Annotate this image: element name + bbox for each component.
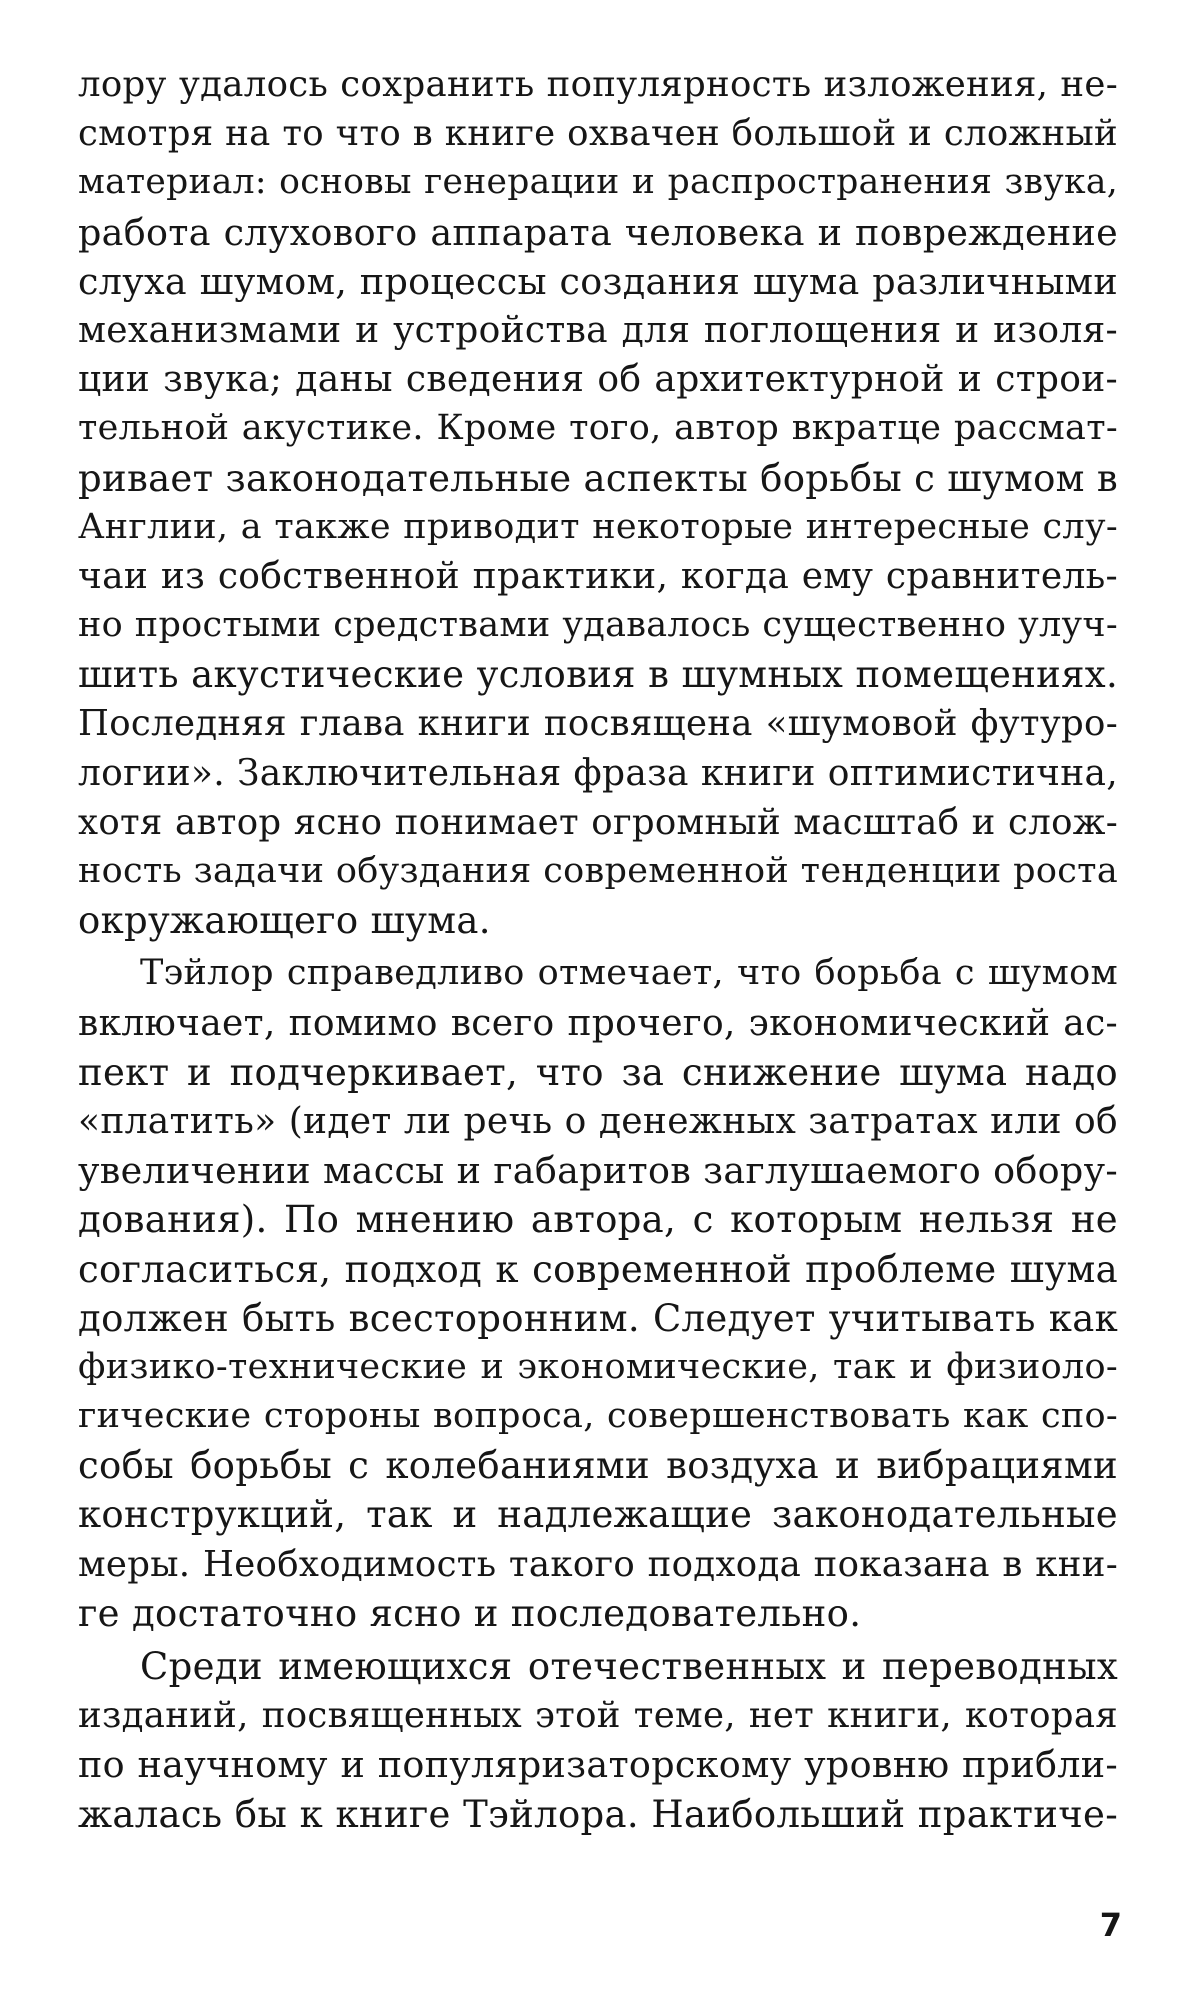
page-number: 7: [1099, 1906, 1122, 1944]
text-line: увеличении массы и габаритов заглушаемого обору-: [78, 1149, 1118, 1193]
text-line: слуха шумом, процессы создания шума различными: [78, 259, 1118, 303]
text-line: механизмами и устройства для поглощения и изоля-: [78, 309, 1118, 351]
text-line: пект и подчеркивает, что за снижение шума надо: [78, 1050, 1118, 1094]
text-line: меры. Необходимость такого подхода показана в кни-: [78, 1543, 1118, 1585]
text-line: тельной акустике. Кроме того, автор вкратце рассмат-: [78, 408, 1118, 449]
text-line: ривает законодательные аспекты борьбы с шумом в: [78, 456, 1118, 500]
text-line: согласиться, подход к современной проблеме шума: [78, 1247, 1118, 1291]
body-text: [78, 60, 1118, 1839]
text-line: ность задачи обуздания современной тенденции роста: [78, 851, 1118, 891]
text-line: по научному и популяризаторскому уровню прибли-: [78, 1743, 1118, 1787]
text-line: Тэйлор справедливо отмечает, что борьба с шумом: [140, 953, 1118, 994]
text-line: дования). По мнению автора, с которым нельзя не: [78, 1198, 1118, 1242]
text-line: смотря на то что в книге охвачен большой и сложный: [78, 113, 1118, 155]
text-line: чаи из собственной практики, когда ему сравнитель-: [78, 555, 1118, 597]
text-line: жалась бы к книге Тэйлора. Наибольший практиче-: [78, 1792, 1118, 1836]
text-line: «платить» (идет ли речь о денежных затратах или об: [78, 1100, 1118, 1142]
text-line: Последняя глава книги посвящена «шумовой футуро-: [78, 703, 1118, 745]
text-line: ге достаточно ясно и последовательно.: [78, 1591, 862, 1635]
text-line: физико-технические и экономические, так и физиоло-: [78, 1346, 1118, 1387]
text-line: конструкций, так и надлежащие законодательные: [78, 1493, 1118, 1537]
text-line: хотя автор ясно понимает огромный масштаб и слож-: [78, 801, 1118, 843]
text-line: но простыми средствами удавалось существенно улуч-: [78, 605, 1118, 646]
text-line: работа слухового аппарата человека и повреждение: [78, 210, 1118, 254]
text-line: изданий, посвященных этой теме, нет книги, которая: [78, 1695, 1118, 1737]
text-line: лору удалось сохранить популярность изложения, не-: [78, 64, 1118, 105]
text-line: логии». Заключительная фраза книги оптимистична,: [78, 752, 1118, 794]
text-line: окружающего шума.: [78, 899, 491, 943]
text-line: включает, помимо всего прочего, экономический ас-: [78, 1002, 1118, 1044]
text-line: Англии, а также приводит некоторые интересные слу-: [78, 506, 1118, 547]
text-line: гические стороны вопроса, совершенствовать как спо-: [78, 1396, 1118, 1437]
text-line: ции звука; даны сведения об архитектурной и строи-: [78, 359, 1118, 401]
text-line: шить акустические условия в шумных помещениях.: [78, 653, 1118, 697]
text-line: Среди имеющихся отечественных и переводных: [140, 1645, 1118, 1688]
text-line: должен быть всесторонним. Следует учитывать как: [78, 1296, 1118, 1340]
text-line: материал: основы генерации и распространения звука,: [78, 162, 1118, 203]
text-line: собы борьбы с колебаниями воздуха и вибрациями: [78, 1444, 1118, 1488]
